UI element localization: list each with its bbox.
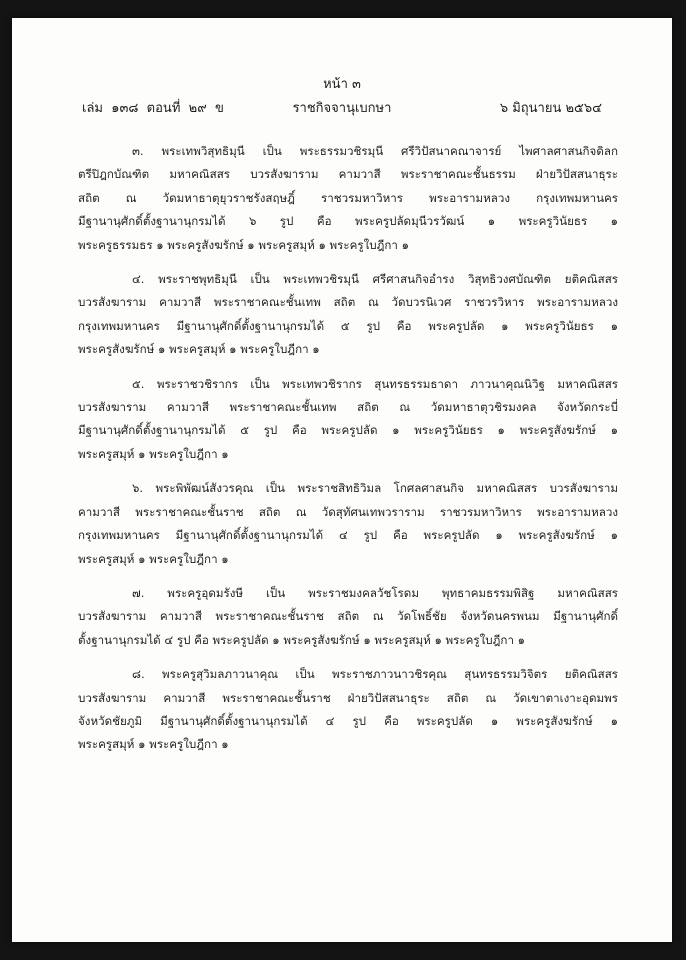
text-line: บวรสังฆาราม คามวาสี พระราชาคณะชั้นเทพ สถิต ณ วัดมหาธาตุวชิรมงคล จังหวัดกระบี่: [78, 400, 618, 415]
announcement-body: [78, 140, 618, 768]
paragraph-6: [78, 477, 618, 571]
text-line: มีฐานานุศักดิ์ตั้งฐานานุกรมได้ ๖ รูป คือ พระครูปลัดมุนีวรวัฒน์ ๑ พระครูวินัยธร ๑: [78, 214, 618, 229]
publication-title: ราชกิจจานุเบกษา: [292, 101, 392, 116]
text-line: บวรสังฆาราม คามวาสี พระราชาคณะชั้นราช สถิต ณ วัดโพธิ์ชัย จังหวัดนครพนม มีฐานานุศักดิ์: [78, 609, 618, 624]
text-line: กรุงเทพมหานคร มีฐานานุศักดิ์ตั้งฐานานุกรมได้ ๔ รูป คือ พระครูปลัด ๑ พระครูสังฆรักษ์ ๑: [78, 528, 618, 543]
paragraph-5: [78, 373, 618, 467]
text-line: คามวาสี พระราชาคณะชั้นราช สถิต ณ วัดสุทัศนเทพวราราม ราชวรมหาวิหาร พระอารามหลวง: [78, 504, 618, 519]
paragraph-7: [78, 582, 618, 652]
text-line: ๘. พระครูสุวิมลภาวนาคุณ เป็น พระราชภาวนาวชิรคุณ สุนทรธรรมวิจิตร ยติคณิสสร: [132, 667, 618, 682]
text-line: ๕. พระราชวชิรากร เป็น พระเทพวชิรากร สุนทรธรรมธาดา ภาวนาคุณนิวิฐ มหาคณิสสร: [132, 376, 618, 391]
paragraph-3: [78, 140, 618, 257]
text-line: พระครูสมุห์ ๑ พระครูใบฎีกา ๑: [78, 446, 229, 461]
text-line: จังหวัดชัยภูมิ มีฐานานุศักดิ์ตั้งฐานานุกรมได้ ๔ รูป คือ พระครูปลัด ๑ พระครูสังฆรักษ์ ๑: [78, 713, 618, 728]
text-line: บวรสังฆาราม คามวาสี พระราชาคณะชั้นเทพ สถิต ณ วัดบวรนิเวศ ราชวรวิหาร พระอารามหลวง: [78, 295, 618, 310]
paragraph-8: [78, 663, 618, 757]
text-line: ตั้งฐานานุกรมได้ ๔ รูป คือ พระครูปลัด ๑ พระครูสังฆรักษ์ ๑ พระครูสมุห์ ๑ พระครูใบฎีกา ๑: [78, 632, 525, 647]
text-line: พระครูสมุห์ ๑ พระครูใบฎีกา ๑: [78, 551, 229, 566]
text-line: ๖. พระพิพัฒน์สังวรคุณ เป็น พระราชสิทธิวิมล โกศลศาสนกิจ มหาคณิสสร บวรสังฆาราม: [132, 481, 618, 496]
text-line: บวรสังฆาราม คามวาสี พระราชาคณะชั้นราช ฝ่ายวิปัสสนาธุระ สถิต ณ วัดเขาตาเงาะอุดมพร: [78, 690, 618, 705]
text-line: กรุงเทพมหานคร มีฐานานุศักดิ์ตั้งฐานานุกรมได้ ๕ รูป คือ พระครูปลัด ๑ พระครูวินัยธร ๑: [78, 318, 618, 333]
paragraph-4: [78, 268, 618, 362]
text-line: ๗. พระครูอุดมรังษี เป็น พระราชมงคลวัชโรดม พุทธาคมธรรมพิสิฐ มหาคณิสสร: [132, 585, 618, 600]
text-line: มีฐานานุศักดิ์ตั้งฐานานุกรมได้ ๕ รูป คือ พระครูปลัด ๑ พระครูวินัยธร ๑ พระครูสังฆรักษ์ ๑: [78, 423, 618, 438]
text-line: พระครูสังฆรักษ์ ๑ พระครูสมุห์ ๑ พระครูใบฎีกา ๑: [78, 342, 320, 357]
text-line: พระครูธรรมธร ๑ พระครูสังฆรักษ์ ๑ พระครูสมุห์ ๑ พระครูใบฎีกา ๑: [78, 237, 409, 252]
text-line: ๔. พระราชพุทธิมุนี เป็น พระเทพวชิรมุนี ศรีศาสนกิจอำรง วิสุทธิวงศบัณฑิต ยติคณิสสร: [132, 272, 618, 287]
volume-issue: เล่ม ๑๓๘ ตอนที่ ๒๙ ข: [82, 101, 224, 116]
gazette-header: [82, 97, 602, 117]
publication-date: ๖ มิถุนายน ๒๕๖๔: [499, 101, 602, 116]
text-line: สถิต ณ วัดมหาธาตุยุวราชรังสฤษฎิ์ ราชวรมหาวิหาร พระอารามหลวง กรุงเทพมหานคร: [78, 190, 618, 205]
page-number: หน้า ๓: [323, 77, 361, 92]
text-line: ๓. พระเทพวิสุทธิมุนี เป็น พระธรรมวชิรมุนี ศรีวิปัสนาคณาจารย์ ไพศาลศาสนกิจดิลก: [132, 144, 618, 158]
gazette-page: [12, 18, 672, 942]
text-line: ตรีปิฎกบัณฑิต มหาคณิสสร บวรสังฆาราม คามวาสี พระราชาคณะชั้นธรรม ฝ่ายวิปัสสนาธุระ: [78, 167, 618, 182]
text-line: พระครูสมุห์ ๑ พระครูใบฎีกา ๑: [78, 737, 229, 752]
